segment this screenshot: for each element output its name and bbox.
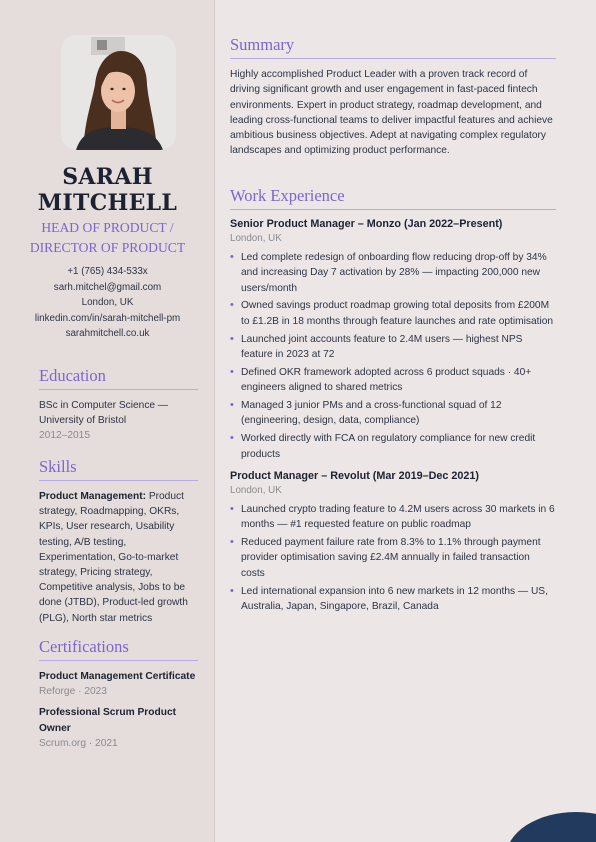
cert-meta: Reforge · 2023 xyxy=(39,686,107,698)
job-bullet: • Worked directly with FCA on regulatory compliance for new credit products xyxy=(230,431,556,462)
contact-linkedin[interactable]: linkedin.com/in/sarah-mitchell-pm xyxy=(34,312,181,324)
job-bullet: • Launched joint accounts feature to 2.4M users — highest NPS feature in 2023 at 72 xyxy=(230,332,556,363)
education-heading: Education xyxy=(39,366,198,390)
job-bullet: • Owned savings product roadmap growing total deposits from £200M to £1.2B in 18 months through feature launches and rate optimisation xyxy=(230,298,556,329)
job-entry xyxy=(230,218,556,462)
education-years: 2012–2015 xyxy=(39,430,90,442)
cert-meta: Scrum.org · 2021 xyxy=(39,737,118,749)
skills-body xyxy=(39,489,198,626)
main-content xyxy=(215,0,596,842)
job-title: Product Manager – Revolut (Mar 2019–Dec 2021) xyxy=(230,469,480,482)
job-bullet: • Defined OKR framework adopted across 6 product squads · 40+ engineers aligned to shared metrics xyxy=(230,365,556,396)
job-bullets xyxy=(230,502,556,614)
cert-name: Product Management Certificate xyxy=(39,671,196,682)
role-line-1: HEAD OF PRODUCT / xyxy=(41,220,174,235)
job-title: Senior Product Manager – Monzo (Jan 2022–Present) xyxy=(230,218,503,230)
certifications-section xyxy=(39,637,198,751)
job-bullet: • Managed 3 junior PMs and a cross-functional squad of 12 (engineering, design, data, compliance) xyxy=(230,398,556,429)
contact-info xyxy=(20,264,195,342)
contact-website[interactable]: sarahmitchell.co.uk xyxy=(65,328,150,339)
skills-text: Product strategy, Roadmapping, OKRs, KPIs, User research, Usability testing, A/B testing, Experimentation, Go-to-market strategy, Pricing strategy, Competitive analysis, Jobs to be done (JTBD), Product-led growth (PLG), North star metrics xyxy=(39,491,188,624)
experience-section xyxy=(230,186,556,617)
experience-heading: Work Experience xyxy=(230,186,556,210)
job-location: London, UK xyxy=(230,484,282,496)
job-bullet: • Launched crypto trading feature to 4.2M users across 30 markets in 6 months — #1 requested feature on public roadmap xyxy=(230,502,556,533)
summary-section xyxy=(230,35,556,159)
job-bullet: • Led international expansion into 6 new markets in 12 months — US, Australia, Japan, Singapore, Brazil, Canada xyxy=(230,584,556,615)
skills-section xyxy=(39,457,198,626)
contact-phone: +1 (765) 434-533x xyxy=(67,266,148,277)
candidate-role xyxy=(20,218,195,258)
profile-photo xyxy=(61,35,176,150)
job-bullet: • Led complete redesign of onboarding flow reducing drop-off by 34% and increasing Day 7 activation by 28% — impacting 200,000 new users/month xyxy=(230,250,556,296)
sidebar xyxy=(0,0,215,842)
role-line-2: DIRECTOR OF PRODUCT xyxy=(29,240,186,255)
job-entry xyxy=(230,470,556,614)
candidate-name: SARAH MITCHELL xyxy=(37,164,178,216)
summary-text: Highly accomplished Product Leader with a proven track record of driving significant growth and user engagement in fast-paced fintech environments. Expert in product strategy, roadmap development, and leading cross-functional teams to deliver impactful features and achieve ambitious business objectives. Adept at navigating complex regulatory landscapes and optimizing product performance. xyxy=(230,69,553,157)
education-degree: BSc in Computer Science — University of Bristol xyxy=(39,400,169,427)
skills-label: Product Management: xyxy=(39,491,146,502)
cert-name: Professional Scrum Product Owner xyxy=(39,707,176,734)
education-section xyxy=(39,366,198,444)
job-bullet: • Reduced payment failure rate from 8.3% to 1.1% through payment provider optimisation saving £2.4M annually in failed transaction costs xyxy=(230,535,556,581)
contact-email[interactable]: sarh.mitchel@gmail.com xyxy=(53,281,162,293)
summary-heading: Summary xyxy=(230,35,556,59)
skills-heading: Skills xyxy=(39,457,198,481)
job-bullets xyxy=(230,250,556,462)
certifications-heading: Certifications xyxy=(39,637,198,661)
job-location: London, UK xyxy=(230,233,282,244)
contact-location: London, UK xyxy=(81,297,134,308)
